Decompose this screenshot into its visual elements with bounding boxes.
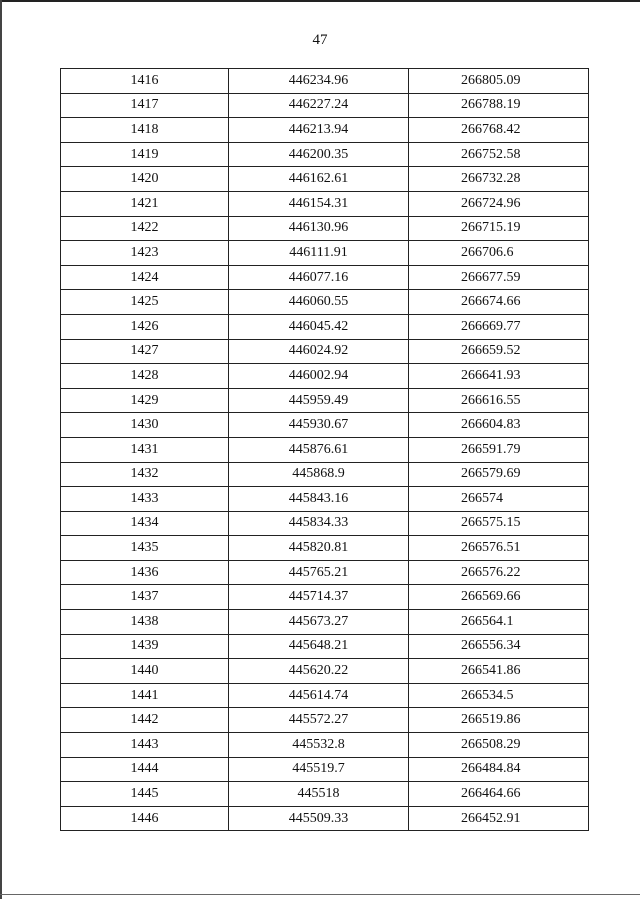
point-number-cell: 1426	[61, 314, 229, 339]
table-row	[61, 216, 589, 241]
table-row	[61, 118, 589, 143]
x-coordinate-cell: 445673.27	[229, 610, 409, 635]
y-coordinate-cell: 266788.19	[409, 93, 589, 118]
table-row	[61, 536, 589, 561]
point-number-cell: 1425	[61, 290, 229, 315]
point-number-cell: 1421	[61, 191, 229, 216]
point-number-cell: 1440	[61, 659, 229, 684]
table-row	[61, 167, 589, 192]
y-coordinate-cell: 266556.34	[409, 634, 589, 659]
x-coordinate-cell: 446234.96	[229, 69, 409, 94]
x-coordinate-cell: 446154.31	[229, 191, 409, 216]
y-coordinate-cell: 266715.19	[409, 216, 589, 241]
y-coordinate-cell: 266752.58	[409, 142, 589, 167]
x-coordinate-cell: 446213.94	[229, 118, 409, 143]
y-coordinate-cell: 266641.93	[409, 364, 589, 389]
y-coordinate-cell: 266508.29	[409, 733, 589, 758]
y-coordinate-cell: 266579.69	[409, 462, 589, 487]
page-edge-bottom	[0, 894, 640, 895]
point-number-cell: 1438	[61, 610, 229, 635]
point-number-cell: 1423	[61, 241, 229, 266]
table-row	[61, 314, 589, 339]
x-coordinate-cell: 445834.33	[229, 511, 409, 536]
point-number-cell: 1443	[61, 733, 229, 758]
x-coordinate-cell: 446024.92	[229, 339, 409, 364]
table-row	[61, 142, 589, 167]
x-coordinate-cell: 446111.91	[229, 241, 409, 266]
table-row	[61, 610, 589, 635]
x-coordinate-cell: 445509.33	[229, 806, 409, 831]
point-number-cell: 1439	[61, 634, 229, 659]
x-coordinate-cell: 446162.61	[229, 167, 409, 192]
point-number-cell: 1436	[61, 560, 229, 585]
x-coordinate-cell: 446227.24	[229, 93, 409, 118]
y-coordinate-cell: 266669.77	[409, 314, 589, 339]
x-coordinate-cell: 445959.49	[229, 388, 409, 413]
y-coordinate-cell: 266574	[409, 487, 589, 512]
y-coordinate-cell: 266541.86	[409, 659, 589, 684]
table-row	[61, 708, 589, 733]
point-number-cell: 1434	[61, 511, 229, 536]
y-coordinate-cell: 266484.84	[409, 757, 589, 782]
table-row	[61, 487, 589, 512]
point-number-cell: 1419	[61, 142, 229, 167]
y-coordinate-cell: 266604.83	[409, 413, 589, 438]
x-coordinate-cell: 445843.16	[229, 487, 409, 512]
y-coordinate-cell: 266674.66	[409, 290, 589, 315]
table-row	[61, 69, 589, 94]
table-row	[61, 659, 589, 684]
coordinates-table	[60, 68, 589, 831]
point-number-cell: 1417	[61, 93, 229, 118]
point-number-cell: 1418	[61, 118, 229, 143]
point-number-cell: 1431	[61, 437, 229, 462]
point-number-cell: 1446	[61, 806, 229, 831]
point-number-cell: 1444	[61, 757, 229, 782]
page-edge-left	[0, 0, 2, 899]
table-row	[61, 683, 589, 708]
x-coordinate-cell: 446130.96	[229, 216, 409, 241]
point-number-cell: 1428	[61, 364, 229, 389]
x-coordinate-cell: 445572.27	[229, 708, 409, 733]
point-number-cell: 1433	[61, 487, 229, 512]
x-coordinate-cell: 445868.9	[229, 462, 409, 487]
point-number-cell: 1422	[61, 216, 229, 241]
table-row	[61, 265, 589, 290]
x-coordinate-cell: 445714.37	[229, 585, 409, 610]
x-coordinate-cell: 445532.8	[229, 733, 409, 758]
point-number-cell: 1424	[61, 265, 229, 290]
y-coordinate-cell: 266576.22	[409, 560, 589, 585]
y-coordinate-cell: 266464.66	[409, 782, 589, 807]
table-row	[61, 757, 589, 782]
table-row	[61, 437, 589, 462]
y-coordinate-cell: 266519.86	[409, 708, 589, 733]
x-coordinate-cell: 446200.35	[229, 142, 409, 167]
table-row	[61, 634, 589, 659]
x-coordinate-cell: 445876.61	[229, 437, 409, 462]
y-coordinate-cell: 266564.1	[409, 610, 589, 635]
point-number-cell: 1420	[61, 167, 229, 192]
point-number-cell: 1435	[61, 536, 229, 561]
y-coordinate-cell: 266452.91	[409, 806, 589, 831]
x-coordinate-cell: 446060.55	[229, 290, 409, 315]
point-number-cell: 1432	[61, 462, 229, 487]
x-coordinate-cell: 445518	[229, 782, 409, 807]
y-coordinate-cell: 266706.6	[409, 241, 589, 266]
table-row	[61, 364, 589, 389]
y-coordinate-cell: 266677.59	[409, 265, 589, 290]
y-coordinate-cell: 266534.5	[409, 683, 589, 708]
point-number-cell: 1441	[61, 683, 229, 708]
table-row	[61, 511, 589, 536]
x-coordinate-cell: 445614.74	[229, 683, 409, 708]
table-row	[61, 462, 589, 487]
x-coordinate-cell: 445519.7	[229, 757, 409, 782]
y-coordinate-cell: 266732.28	[409, 167, 589, 192]
table-row	[61, 733, 589, 758]
x-coordinate-cell: 446045.42	[229, 314, 409, 339]
point-number-cell: 1445	[61, 782, 229, 807]
table-row	[61, 290, 589, 315]
y-coordinate-cell: 266591.79	[409, 437, 589, 462]
x-coordinate-cell: 445620.22	[229, 659, 409, 684]
table-row	[61, 388, 589, 413]
y-coordinate-cell: 266575.15	[409, 511, 589, 536]
table-row	[61, 585, 589, 610]
point-number-cell: 1427	[61, 339, 229, 364]
y-coordinate-cell: 266724.96	[409, 191, 589, 216]
table-row	[61, 782, 589, 807]
table-row	[61, 241, 589, 266]
x-coordinate-cell: 445930.67	[229, 413, 409, 438]
page-edge-top	[0, 0, 640, 2]
point-number-cell: 1416	[61, 69, 229, 94]
y-coordinate-cell: 266659.52	[409, 339, 589, 364]
x-coordinate-cell: 446002.94	[229, 364, 409, 389]
table-row	[61, 339, 589, 364]
table-row	[61, 93, 589, 118]
point-number-cell: 1430	[61, 413, 229, 438]
x-coordinate-cell: 445648.21	[229, 634, 409, 659]
y-coordinate-cell: 266576.51	[409, 536, 589, 561]
y-coordinate-cell: 266616.55	[409, 388, 589, 413]
coordinates-table-body	[61, 69, 589, 831]
table-row	[61, 413, 589, 438]
x-coordinate-cell: 446077.16	[229, 265, 409, 290]
table-row	[61, 806, 589, 831]
point-number-cell: 1437	[61, 585, 229, 610]
page-number: 47	[312, 32, 328, 48]
y-coordinate-cell: 266768.42	[409, 118, 589, 143]
table-row	[61, 560, 589, 585]
y-coordinate-cell: 266805.09	[409, 69, 589, 94]
x-coordinate-cell: 445765.21	[229, 560, 409, 585]
table-row	[61, 191, 589, 216]
point-number-cell: 1429	[61, 388, 229, 413]
x-coordinate-cell: 445820.81	[229, 536, 409, 561]
point-number-cell: 1442	[61, 708, 229, 733]
y-coordinate-cell: 266569.66	[409, 585, 589, 610]
